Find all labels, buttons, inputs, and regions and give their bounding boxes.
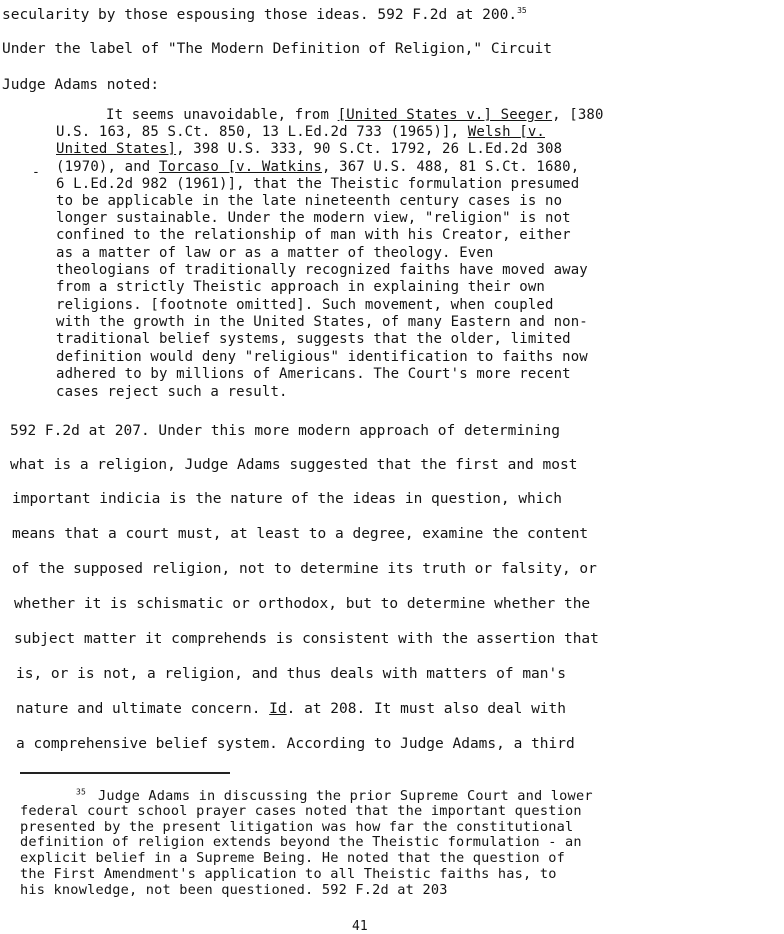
- footnote-reference: 35: [517, 6, 527, 16]
- footnote-separator: [20, 772, 230, 774]
- para-line-3: important indicia is the nature of the ideas in question, which: [12, 491, 562, 507]
- quote-line-5: 6 L.Ed.2d 982 (1961)], that the Theistic formulation presumed: [56, 176, 580, 192]
- para-line-6: whether it is schismatic or orthodox, but to determine whether the: [14, 596, 591, 612]
- footnote-line-6: the First Amendment's application to all Theistic faiths has, to: [20, 866, 557, 882]
- footnote-line-5: explicit belief in a Supreme Being. He noted that the question of: [20, 850, 565, 866]
- para-line-5: of the supposed religion, not to determine its truth or falsity, or: [12, 561, 597, 577]
- page-number: 41: [352, 919, 368, 934]
- footnote-line-7: his knowledge, not been questioned. 592 F.2d at 203: [20, 882, 448, 898]
- para-line-9: [16, 702, 566, 717]
- para-line-2: what is a religion, Judge Adams suggested that the first and most: [10, 457, 578, 473]
- quote-text: , 367 U.S. 488, 81 S.Ct. 1680,: [321, 159, 580, 175]
- quote-line-1: [106, 108, 604, 122]
- case-citation: Torcaso [v. Watkins: [158, 159, 322, 175]
- footnote-line-2: federal court school prayer cases noted that the important question: [20, 803, 582, 819]
- quote-line-8: confined to the relationship of man with his Creator, either: [56, 227, 571, 243]
- quote-text: , [380: [552, 107, 604, 123]
- body-line-2: Under the label of "The Modern Definition of Religion," Circuit: [2, 41, 552, 57]
- body-text: secularity by those espousing those ideas. 592 F.2d at 200.: [2, 7, 518, 23]
- case-citation: Welsh [v.: [467, 124, 545, 140]
- quote-text: It seems unavoidable, from: [106, 107, 338, 123]
- body-text: . at 208. It must also deal with: [286, 701, 566, 717]
- footnote-marker: 35: [76, 787, 87, 797]
- quote-line-17: cases reject such a result.: [56, 384, 288, 400]
- case-citation: [United States v.] Seeger: [337, 107, 553, 123]
- quote-line-12: religions. [footnote omitted]. Such movement, when coupled: [56, 297, 554, 313]
- body-line-3: Judge Adams noted:: [2, 77, 160, 93]
- quote-line-10: theologians of traditionally recognized faiths have moved away: [56, 262, 588, 278]
- para-line-10: a comprehensive belief system. According to Judge Adams, a third: [16, 736, 575, 752]
- quote-line-4: [56, 160, 579, 174]
- footnote-text: Judge Adams in discussing the prior Supreme Court and lower: [98, 788, 593, 804]
- footnote-line-3: presented by the present litigation was how far the constitutional: [20, 819, 574, 835]
- margin-mark: -: [32, 165, 40, 180]
- quote-line-11: from a strictly Theistic approach in explaining their own: [56, 279, 545, 295]
- quote-text: U.S. 163, 85 S.Ct. 850, 13 L.Ed.2d 733 (1965)],: [56, 124, 468, 140]
- para-line-8: is, or is not, a religion, and thus deals with matters of man's: [16, 666, 566, 682]
- id-citation: Id: [269, 701, 287, 717]
- para-line-4: means that a court must, at least to a degree, examine the content: [12, 526, 589, 542]
- footnote-line-4: definition of religion extends beyond the Theistic formulation - an: [20, 834, 582, 850]
- quote-line-7: longer sustainable. Under the modern view, "religion" is not: [56, 210, 571, 226]
- body-line-1: [2, 8, 527, 23]
- quote-line-2: [56, 125, 545, 139]
- para-line-7: subject matter it comprehends is consistent with the assertion that: [14, 631, 599, 647]
- quote-line-6: to be applicable in the late nineteenth century cases is no: [56, 193, 563, 209]
- para-line-1: 592 F.2d at 207. Under this more modern approach of determining: [10, 423, 560, 439]
- quote-line-13: with the growth in the United States, of many Eastern and non-: [56, 314, 588, 330]
- quote-line-15: definition would deny "religious" identification to faiths now: [56, 349, 588, 365]
- quote-line-9: as a matter of law or as a matter of theology. Even: [56, 245, 494, 261]
- body-text: nature and ultimate concern.: [16, 701, 270, 717]
- quote-text: (1970), and: [56, 159, 159, 175]
- quote-line-16: adhered to by millions of Americans. The Court's more recent: [56, 366, 571, 382]
- case-citation: United States]: [56, 141, 177, 157]
- quote-line-3: [56, 142, 562, 156]
- quote-text: , 398 U.S. 333, 90 S.Ct. 1792, 26 L.Ed.2d 308: [176, 141, 563, 157]
- quote-line-14: traditional belief systems, suggests that the older, limited: [56, 331, 571, 347]
- footnote-line-1: [76, 787, 593, 804]
